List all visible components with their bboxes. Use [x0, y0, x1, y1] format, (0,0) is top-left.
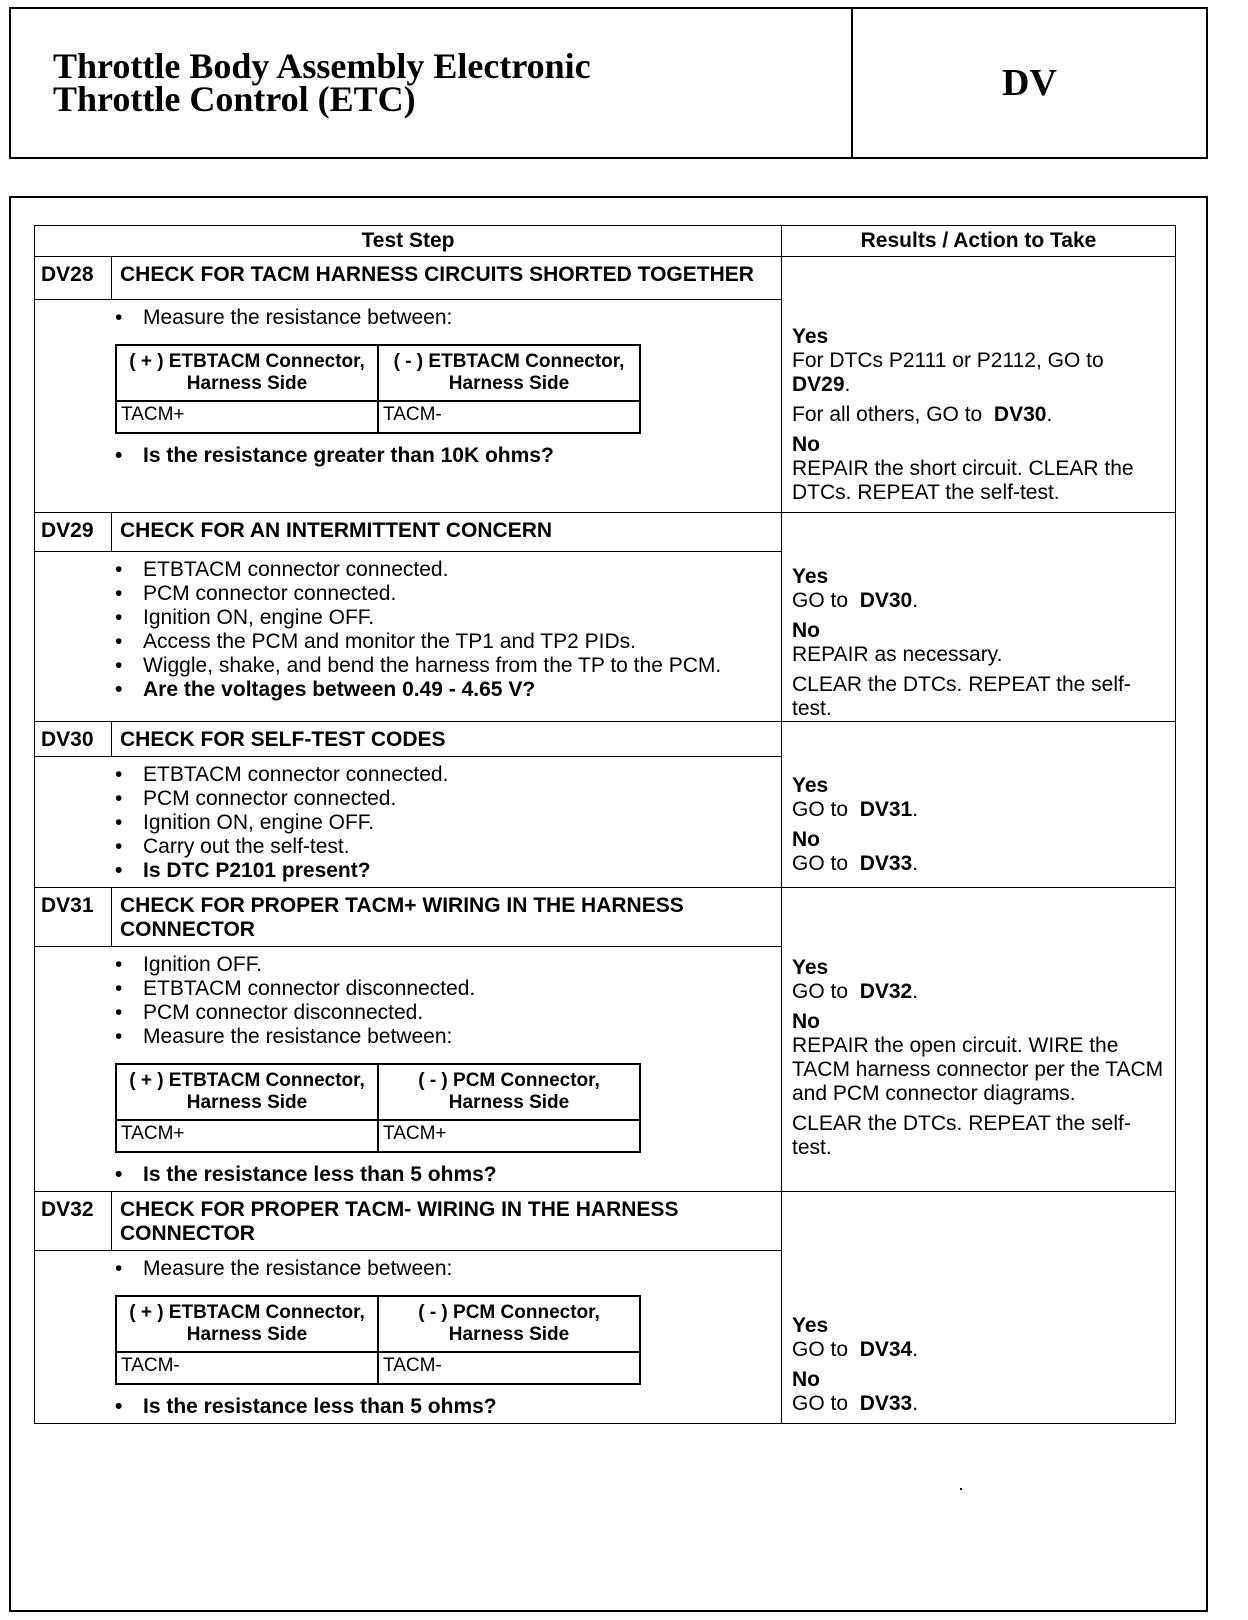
step-title: CHECK FOR TACM HARNESS CIRCUITS SHORTED TOGETHER [112, 257, 782, 300]
step-question: • Is DTC P2101 present? [111, 859, 771, 883]
measurement-cell: TACM+ [378, 1120, 640, 1152]
result-text: CLEAR the DTCs. REPEAT the self-test. [792, 673, 1131, 720]
result-text: GO to DV32. [792, 980, 919, 1003]
measurement-cell: TACM- [378, 401, 640, 433]
result-text: REPAIR as necessary. [792, 643, 1003, 666]
no-label: No [792, 619, 820, 642]
list-item: • Access the PCM and monitor the TP1 and TP2 PIDs. [111, 630, 771, 654]
title-line-1: Throttle Body Assembly Electronic [53, 46, 591, 86]
step-id: DV31 [35, 888, 112, 947]
step-results [782, 257, 1176, 513]
list-item: • Wiggle, shake, and bend the harness from the TP to the PCM. [111, 654, 771, 678]
table-header-row [35, 226, 1176, 257]
yes-label: Yes [792, 956, 829, 979]
yes-label: Yes [792, 774, 829, 797]
list-item: • ETBTACM connector disconnected. [111, 977, 771, 1001]
list-item: • Ignition OFF. [111, 953, 771, 977]
measurement-cell: TACM- [116, 1352, 378, 1384]
step-title: CHECK FOR PROPER TACM- WIRING IN THE HARNESS CONNECTOR [112, 1192, 782, 1251]
result-text: REPAIR the open circuit. WIRE the TACM harness connector per the TACM and PCM connector diagrams. [792, 1034, 1164, 1105]
measurement-table [115, 1063, 641, 1153]
list-item: • Measure the resistance between: [111, 1025, 771, 1049]
no-label: No [792, 828, 820, 851]
measurement-header: ( - ) ETBTACM Connector, Harness Side [378, 345, 640, 401]
result-text: For all others, GO to DV30. [792, 403, 1053, 426]
yes-label: Yes [792, 325, 829, 348]
list-item: • Measure the resistance between: [111, 306, 771, 330]
measurement-header: ( + ) ETBTACM Connector, Harness Side [116, 1296, 378, 1352]
measurement-cell: TACM- [378, 1352, 640, 1384]
step-id: DV28 [35, 257, 112, 300]
step-body [35, 1251, 782, 1424]
list-item: • Measure the resistance between: [111, 1257, 771, 1281]
list-item: • Carry out the self-test. [111, 835, 771, 859]
measurement-header: ( + ) ETBTACM Connector, Harness Side [116, 1064, 378, 1120]
step-body [35, 300, 782, 513]
title-line-2: Throttle Control (ETC) [53, 79, 416, 119]
step-id: DV32 [35, 1192, 112, 1251]
no-label: No [792, 1368, 820, 1391]
step-title-row [35, 257, 1176, 300]
step-results [782, 513, 1176, 722]
no-label: No [792, 433, 820, 456]
step-body [35, 551, 782, 722]
step-body [35, 947, 782, 1192]
measurement-cell: TACM+ [116, 401, 378, 433]
column-header-test-step: Test Step [35, 226, 782, 257]
header-box [9, 7, 1208, 159]
step-title-row [35, 513, 1176, 552]
yes-label: Yes [792, 1314, 829, 1337]
list-item: • ETBTACM connector connected. [111, 558, 771, 582]
column-header-results: Results / Action to Take [782, 226, 1176, 257]
step-body [35, 757, 782, 888]
step-id: DV30 [35, 722, 112, 757]
list-item: • Ignition ON, engine OFF. [111, 606, 771, 630]
list-item: • PCM connector connected. [111, 787, 771, 811]
step-question: • Is the resistance less than 5 ohms? [111, 1163, 771, 1187]
measurement-table [115, 1295, 641, 1385]
step-title-row [35, 888, 1176, 947]
measurement-header: ( - ) PCM Connector, Harness Side [378, 1064, 640, 1120]
scan-speck [960, 1488, 962, 1490]
result-text: GO to DV31. [792, 798, 919, 821]
step-title: CHECK FOR AN INTERMITTENT CONCERN [112, 513, 782, 552]
step-results [782, 1192, 1176, 1424]
step-results [782, 888, 1176, 1192]
no-label: No [792, 1010, 820, 1033]
list-item: • PCM connector disconnected. [111, 1001, 771, 1025]
list-item: • ETBTACM connector connected. [111, 763, 771, 787]
result-text: CLEAR the DTCs. REPEAT the self-test. [792, 1112, 1131, 1159]
section-code: DV [1002, 62, 1057, 104]
diagnostic-table [34, 225, 1176, 1424]
measurement-header: ( - ) PCM Connector, Harness Side [378, 1296, 640, 1352]
result-text: REPAIR the short circuit. CLEAR the DTCs. REPEAT the self-test. [792, 457, 1134, 504]
yes-label: Yes [792, 565, 829, 588]
list-item: • Ignition ON, engine OFF. [111, 811, 771, 835]
result-text: For DTCs P2111 or P2112, GO to DV29. [792, 349, 1104, 396]
step-question: • Are the voltages between 0.49 - 4.65 V? [111, 678, 771, 702]
step-question: • Is the resistance greater than 10K ohms? [111, 444, 771, 468]
result-text: GO to DV33. [792, 1392, 919, 1415]
step-title: CHECK FOR SELF-TEST CODES [112, 722, 782, 757]
step-question: • Is the resistance less than 5 ohms? [111, 1395, 771, 1419]
step-results [782, 722, 1176, 888]
measurement-table [115, 344, 641, 434]
result-text: GO to DV34. [792, 1338, 919, 1361]
page-title [11, 9, 853, 157]
measurement-header: ( + ) ETBTACM Connector, Harness Side [116, 345, 378, 401]
step-id: DV29 [35, 513, 112, 552]
step-title-row [35, 722, 1176, 757]
result-text: GO to DV33. [792, 852, 919, 875]
result-text: GO to DV30. [792, 589, 919, 612]
step-title: CHECK FOR PROPER TACM+ WIRING IN THE HARNESS CONNECTOR [112, 888, 782, 947]
measurement-cell: TACM+ [116, 1120, 378, 1152]
step-title-row [35, 1192, 1176, 1251]
list-item: • PCM connector connected. [111, 582, 771, 606]
